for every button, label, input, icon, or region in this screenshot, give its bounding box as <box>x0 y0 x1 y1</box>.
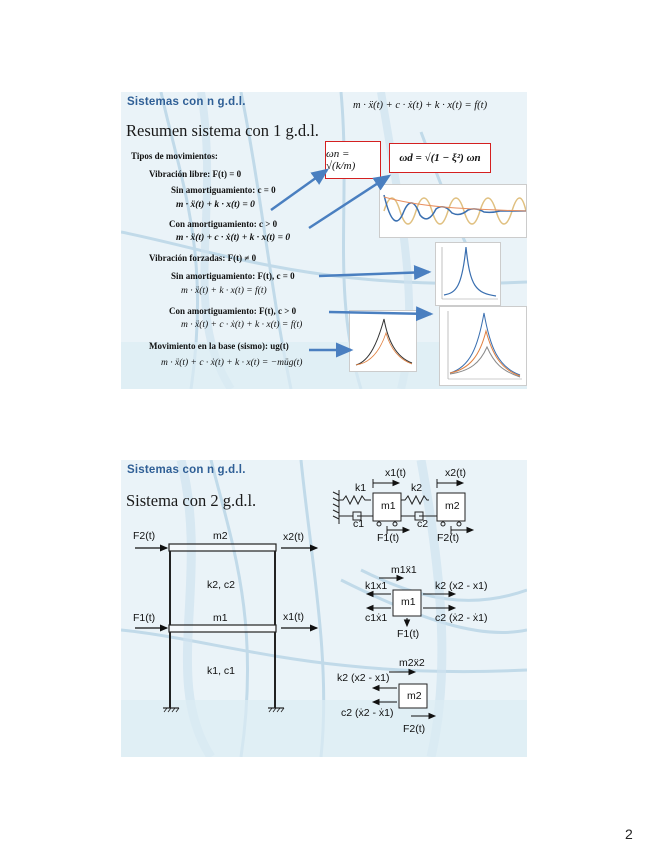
eq-damped-forced: m · ẍ(t) + c · ẋ(t) + k · x(t) = f(t) <box>181 320 303 330</box>
fbd1-c2-label: c2 (ẋ2 - ẋ1) <box>435 612 488 624</box>
section-heading: Sistemas con n g.d.l. <box>127 96 246 108</box>
model-F1-label: F1(t) <box>377 532 400 544</box>
slide-2 <box>121 460 527 757</box>
section-heading: Sistemas con n g.d.l. <box>127 464 246 476</box>
damped-free: Con amortiguamiento: c > 0 <box>169 219 278 229</box>
model-m2-label: m2 <box>445 500 460 512</box>
model-x2-label: x2(t) <box>445 467 466 479</box>
base-motion: Movimiento en la base (sismo): ug(t) <box>149 341 289 351</box>
page-number: 2 <box>625 826 633 842</box>
frame-m2-label: m2 <box>213 530 228 542</box>
fbd1-mass-label: m1 <box>401 596 416 608</box>
frame-x2-label: x2(t) <box>283 531 304 543</box>
fbd2-mass-label: m2 <box>407 690 422 702</box>
model-k1-label: k1 <box>355 482 367 494</box>
forced-vibration: Vibración forzadas: F(t) ≠ 0 <box>149 253 257 263</box>
fbd1-c1-label: c1ẋ1 <box>365 612 388 624</box>
undamped-forced: Sin amortiguamiento: F(t), c = 0 <box>171 271 295 281</box>
damped-forced: Con amortiguamiento: F(t), c > 0 <box>169 306 297 316</box>
connector-arrows <box>121 92 527 389</box>
frame-k2c2-label: k2, c2 <box>207 579 236 591</box>
eq-undamped-forced: m · ẍ(t) + k · x(t) = f(t) <box>181 286 267 296</box>
model-k2-label: k2 <box>411 482 423 494</box>
fbd2-k2-label: k2 (x2 - x1) <box>337 672 390 684</box>
frame-m1-label: m1 <box>213 612 228 624</box>
natural-frequency-box: ωn = √(k/m) <box>325 141 381 179</box>
free-vibration: Vibración libre: F(t) = 0 <box>149 169 242 179</box>
movement-types-heading: Tipos de movimientos: <box>131 151 218 161</box>
slide-title: Sistema con 2 g.d.l. <box>126 491 257 510</box>
frame-F1-label: F1(t) <box>133 612 156 624</box>
eq-base-motion: m · ẍ(t) + c · ẋ(t) + k · x(t) = −müg(t) <box>161 358 303 368</box>
undamped-free: Sin amortiguamiento: c = 0 <box>171 185 276 195</box>
model-c2-label: c2 <box>417 518 429 530</box>
slide-title: Resumen sistema con 1 g.d.l. <box>126 121 319 140</box>
fbd1-F1-label: F1(t) <box>397 628 420 640</box>
equation-of-motion: m · ẍ(t) + c · ẋ(t) + k · x(t) = f(t) <box>353 100 488 111</box>
eq-undamped-free: m · ẍ(t) + k · x(t) = 0 <box>176 200 255 210</box>
fbd2-inertia-label: m2ẍ2 <box>399 657 425 669</box>
damped-frequency-box: ωd = √(1 − ξ²) ωn <box>389 143 491 173</box>
fbd2-F2-label: F2(t) <box>403 723 426 735</box>
fbd1-k2-label: k2 (x2 - x1) <box>435 580 488 592</box>
fbd2-c2-label: c2 (ẋ2 - ẋ1) <box>341 707 394 719</box>
fbd1-k1x1-label: k1x1 <box>365 580 388 592</box>
frame-k1c1-label: k1, c1 <box>207 665 236 677</box>
model-m1-label: m1 <box>381 500 396 512</box>
eq-damped-free: m · ẍ(t) + c · ẋ(t) + k · x(t) = 0 <box>176 233 291 243</box>
free-body-diagrams <box>121 460 527 757</box>
model-c1-label: c1 <box>353 518 365 530</box>
model-F2-label: F2(t) <box>437 532 460 544</box>
slide-1 <box>121 92 527 389</box>
frame-x1-label: x1(t) <box>283 611 304 623</box>
fbd1-inertia-label: m1ẍ1 <box>391 564 417 576</box>
frame-F2-label: F2(t) <box>133 530 156 542</box>
model-x1-label: x1(t) <box>385 467 406 479</box>
